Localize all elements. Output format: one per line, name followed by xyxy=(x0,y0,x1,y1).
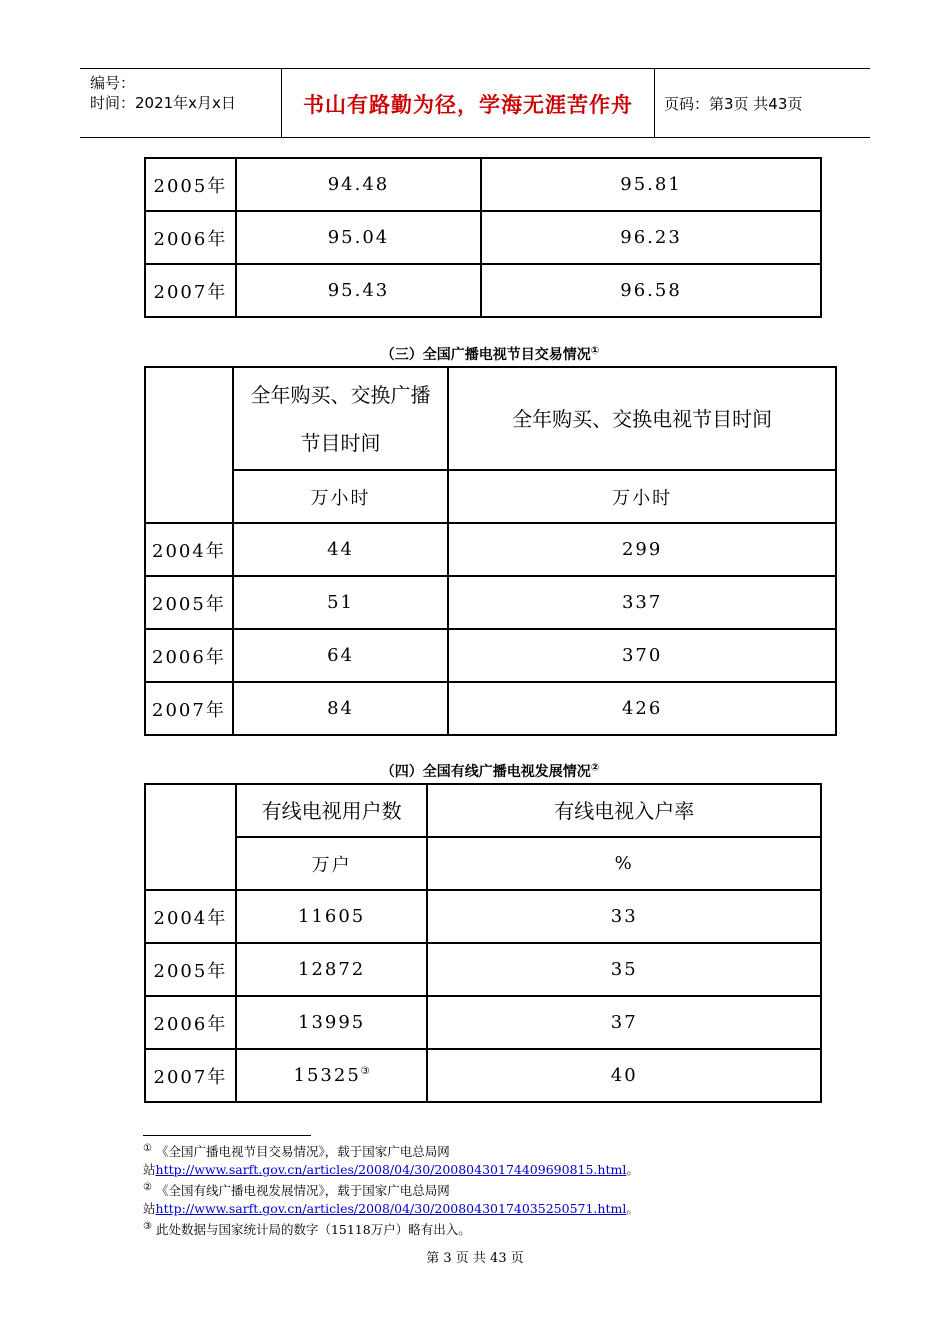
row-value: 51 xyxy=(233,576,448,629)
unit-row xyxy=(145,837,821,890)
unit-cell: % xyxy=(427,837,821,890)
row-year: 2005年 xyxy=(145,943,236,996)
header-time: 时间：2021年x月x日 xyxy=(90,94,236,112)
row-year: 2005年 xyxy=(145,158,236,211)
table-row xyxy=(145,943,821,996)
footnote-link[interactable]: http://www.sarft.gov.cn/articles/2008/04/30/20080430174409690815.html xyxy=(155,1162,627,1178)
table-caption xyxy=(143,761,837,781)
table-row xyxy=(145,264,821,317)
table-header-row xyxy=(145,784,821,837)
table-row xyxy=(145,158,821,211)
table-row xyxy=(145,890,821,943)
row-year: 2004年 xyxy=(145,523,233,576)
row-value: 40 xyxy=(427,1049,821,1102)
footnote: ① 《全国广播电视节目交易情况》，载于国家广电总局网 站http://www.sarft.gov.cn/articles/2008/04/30/20080430174409690815.html。 xyxy=(143,1143,639,1178)
row-value: 12872 xyxy=(236,943,428,996)
row-value: 94.48 xyxy=(236,158,481,211)
unit-row xyxy=(145,470,836,523)
header-divider xyxy=(654,69,655,137)
header-page-number: 页码：第3页 共43页 xyxy=(664,95,803,113)
table-row xyxy=(145,523,836,576)
header-code: 编号： xyxy=(90,74,136,92)
row-year: 2006年 xyxy=(145,996,236,1049)
column-header: 有线电视入户率 xyxy=(427,784,821,837)
empty-corner-cell xyxy=(145,784,236,890)
table-caption xyxy=(143,344,837,364)
row-value: 44 xyxy=(233,523,448,576)
table-row xyxy=(145,682,836,735)
table-row xyxy=(145,996,821,1049)
footnote-ref: ② xyxy=(590,762,600,774)
table-row xyxy=(145,1049,821,1102)
header-meta xyxy=(90,73,236,113)
footnote-link[interactable]: http://www.sarft.gov.cn/articles/2008/04/30/20080430174035250571.html xyxy=(155,1201,627,1217)
row-year: 2005年 xyxy=(145,576,233,629)
row-value: 84 xyxy=(233,682,448,735)
caption-text: （三）全国广播电视节目交易情况 xyxy=(380,347,591,363)
table-row xyxy=(145,629,836,682)
row-year: 2007年 xyxy=(145,1049,236,1102)
unit-cell: 万小时 xyxy=(233,470,448,523)
page-header xyxy=(80,68,870,138)
column-header: 全年购买、交换广播 节目时间 xyxy=(233,367,448,470)
row-year: 2007年 xyxy=(145,264,236,317)
row-value: 64 xyxy=(233,629,448,682)
row-value: 95.43 xyxy=(236,264,481,317)
footnote-ref: ① xyxy=(590,345,600,357)
empty-corner-cell xyxy=(145,367,233,523)
footnote: ③ 此处数据与国家统计局的数字（15118万户）略有出入。 xyxy=(143,1221,471,1238)
footnotes xyxy=(143,1140,843,1239)
column-header: 全年购买、交换电视节目时间 xyxy=(448,367,836,470)
table-continued xyxy=(144,157,822,318)
row-year: 2006年 xyxy=(145,211,236,264)
page-footer: 第 3 页 共 43 页 xyxy=(426,1251,524,1266)
row-value: 426 xyxy=(448,682,836,735)
row-value: 15325③ xyxy=(236,1049,428,1102)
caption-text: （四）全国有线广播电视发展情况 xyxy=(380,764,591,780)
footnote-divider xyxy=(143,1135,311,1136)
row-value: 337 xyxy=(448,576,836,629)
row-value: 95.04 xyxy=(236,211,481,264)
header-motto: 书山有路勤为径，学海无涯苦作舟 xyxy=(303,93,633,117)
row-value: 11605 xyxy=(236,890,428,943)
row-value: 95.81 xyxy=(481,158,821,211)
row-value: 299 xyxy=(448,523,836,576)
row-value: 37 xyxy=(427,996,821,1049)
row-value: 33 xyxy=(427,890,821,943)
footnote-ref: ③ xyxy=(360,1066,370,1077)
table-row xyxy=(145,211,821,264)
table-header-row xyxy=(145,367,836,470)
cable-development-table xyxy=(144,783,822,1103)
unit-cell: 万小时 xyxy=(448,470,836,523)
row-value: 35 xyxy=(427,943,821,996)
table-row xyxy=(145,576,836,629)
row-value: 96.23 xyxy=(481,211,821,264)
row-value: 96.58 xyxy=(481,264,821,317)
column-header: 有线电视用户数 xyxy=(236,784,428,837)
footnote: ② 《全国有线广播电视发展情况》，载于国家广电总局网 站http://www.sarft.gov.cn/articles/2008/04/30/20080430174035250571.html。 xyxy=(143,1182,639,1217)
row-value: 13995 xyxy=(236,996,428,1049)
row-year: 2007年 xyxy=(145,682,233,735)
row-year: 2006年 xyxy=(145,629,233,682)
program-trade-table xyxy=(144,366,837,736)
unit-cell: 万户 xyxy=(236,837,428,890)
row-year: 2004年 xyxy=(145,890,236,943)
row-value: 370 xyxy=(448,629,836,682)
